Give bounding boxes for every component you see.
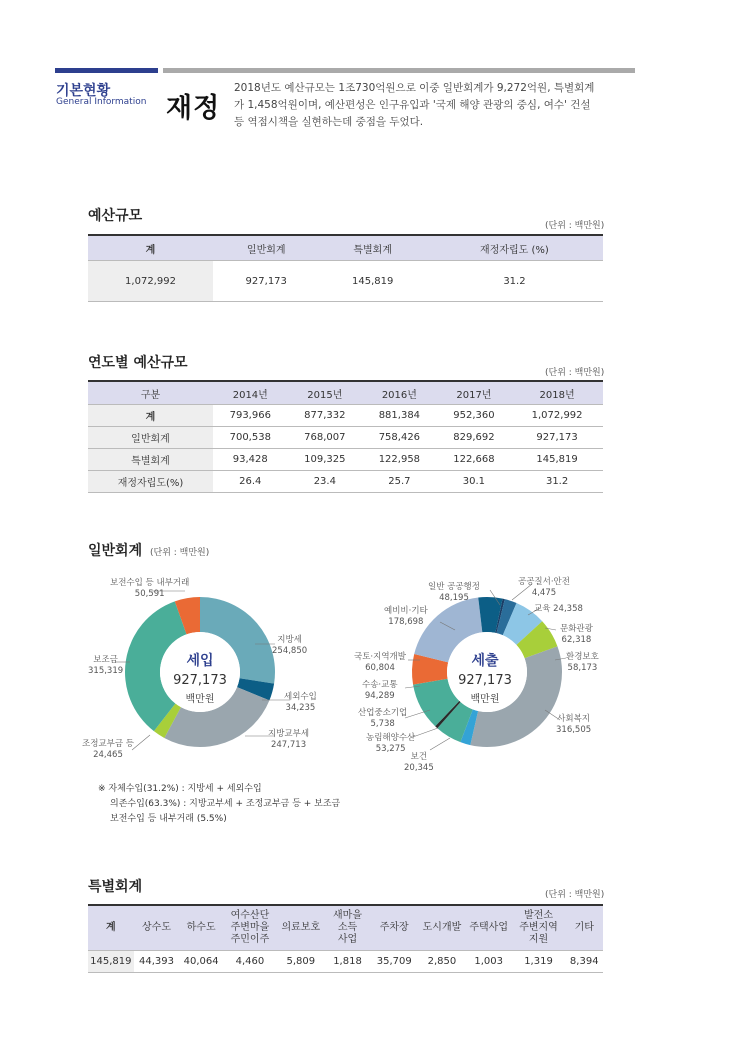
- revenue-donut: [125, 597, 275, 747]
- yearly-header: 2017년: [437, 381, 512, 405]
- special-header: 도시개발: [418, 905, 466, 951]
- rev-label-subsidy: 보조금 315,319: [88, 655, 124, 676]
- revenue-center-value: 927,173: [173, 673, 227, 688]
- yearly-unit: (단위 : 백만원): [545, 368, 605, 378]
- general-unit: (단위 : 백만원): [150, 548, 210, 558]
- page-title: 재정: [166, 93, 221, 124]
- revenue-center-title: 세입: [186, 653, 214, 669]
- special-header: 기타: [566, 905, 604, 951]
- budget-general: 927,173: [213, 261, 319, 302]
- exp-label-env: 환경보호 58,173: [566, 652, 599, 673]
- row-label: 일반회계: [88, 427, 213, 449]
- category-title: 기본현황: [56, 83, 111, 99]
- leader-line: [430, 738, 450, 750]
- table-cell: 829,692: [437, 427, 512, 449]
- special-title: 특별회계: [88, 879, 143, 895]
- special-cell: 8,394: [566, 951, 604, 973]
- special-header: 의료보호: [277, 905, 325, 951]
- budget-total: 1,072,992: [88, 261, 213, 302]
- exp-label-health: 보건 20,345: [404, 752, 434, 773]
- table-cell: 700,538: [213, 427, 288, 449]
- special-cell: 1,818: [325, 951, 371, 973]
- budget-header: 재정자립도 (%): [426, 235, 603, 261]
- header-bar-blue: [55, 68, 158, 73]
- yearly-table: [88, 380, 603, 493]
- note-line: 의존수입(63.3%) : 지방교부세 + 조정교부금 등 + 보조금: [110, 799, 341, 809]
- note-line: 보전수입 등 내부거래 (5.5%): [110, 814, 227, 824]
- budget-title: 예산규모: [88, 208, 143, 224]
- header-bar-gray: [163, 68, 635, 73]
- table-row: [88, 427, 603, 449]
- special-header: 새마을 소득 사업: [325, 905, 371, 951]
- yearly-header: 2014년: [213, 381, 288, 405]
- exp-label-safety: 공공질서·안전 4,475: [518, 577, 570, 598]
- budget-special: 145,819: [319, 261, 425, 302]
- rev-label-nontax: 세외수입 34,235: [284, 692, 317, 713]
- budget-header: 특별회계: [319, 235, 425, 261]
- note-line: ※ 자체수입(31.2%) : 지방세 + 세외수입: [98, 784, 262, 794]
- expenditure-donut: [412, 597, 562, 747]
- special-cell: 44,393: [134, 951, 180, 973]
- rev-label-grant: 지방교부세 247,713: [268, 729, 310, 750]
- table-cell: 30.1: [437, 471, 512, 493]
- expenditure-center-title: 세출: [471, 653, 499, 669]
- exp-label-transport: 수송·교통 94,289: [362, 680, 398, 701]
- special-unit: (단위 : 백만원): [545, 890, 605, 900]
- table-cell: 881,384: [362, 405, 437, 427]
- special-header: 발전소 주변지역 지원: [512, 905, 566, 951]
- special-cell: 5,809: [277, 951, 325, 973]
- table-row: [88, 471, 603, 493]
- exp-label-admin: 일반 공공행정 48,195: [428, 582, 480, 603]
- table-row: [88, 405, 603, 427]
- table-cell: 122,668: [437, 449, 512, 471]
- table-cell: 877,332: [288, 405, 363, 427]
- table-cell: 23.4: [288, 471, 363, 493]
- table-cell: 927,173: [511, 427, 603, 449]
- table-cell: 793,966: [213, 405, 288, 427]
- table-cell: 31.2: [511, 471, 603, 493]
- special-header: 계: [88, 905, 134, 951]
- notes: [98, 782, 340, 827]
- budget-table: [88, 234, 603, 302]
- rev-label-adjust: 조정교부금 등 24,465: [82, 739, 134, 760]
- special-cell: 145,819: [88, 951, 134, 973]
- budget-header: 일반회계: [213, 235, 319, 261]
- table-cell: 93,428: [213, 449, 288, 471]
- row-label: 계: [88, 405, 213, 427]
- special-header: 하수도: [179, 905, 223, 951]
- special-cell: 4,460: [223, 951, 277, 973]
- special-table: [88, 904, 603, 973]
- intro-text: 2018년도 예산규모는 1조730억원으로 이중 일반회계가 9,272억원, 특별회계가 1,458억원이며, 예산편성은 인구유입과 '국제 해양 관광의 중심, 여수' 건설 등 역점시책을 실현하는데 중점을 두었다.: [234, 82, 595, 128]
- special-cell: 1,003: [466, 951, 512, 973]
- row-label: 특별회계: [88, 449, 213, 471]
- table-cell: 109,325: [288, 449, 363, 471]
- table-cell: 768,007: [288, 427, 363, 449]
- table-cell: 145,819: [511, 449, 603, 471]
- yearly-title: 연도별 예산규모: [88, 355, 188, 371]
- exp-label-reserve: 예비비·기타 178,698: [384, 606, 428, 627]
- budget-ratio: 31.2: [426, 261, 603, 302]
- special-cell: 1,319: [512, 951, 566, 973]
- general-title: 일반회계: [88, 543, 143, 559]
- exp-label-education: 교육 24,358: [534, 604, 583, 614]
- table-cell: 26.4: [213, 471, 288, 493]
- special-cell: 2,850: [418, 951, 466, 973]
- exp-label-agri: 농림해양수산 53,275: [366, 733, 416, 754]
- special-header: 주택사업: [466, 905, 512, 951]
- expenditure-center-value: 927,173: [458, 673, 512, 688]
- special-cell: 40,064: [179, 951, 223, 973]
- exp-label-industry: 산업중소기업 5,738: [358, 708, 408, 729]
- table-cell: 1,072,992: [511, 405, 603, 427]
- table-cell: 122,958: [362, 449, 437, 471]
- budget-header: 계: [88, 235, 213, 261]
- exp-label-welfare: 사회복지 316,505: [556, 714, 592, 735]
- yearly-header: 2016년: [362, 381, 437, 405]
- revenue-center-unit: 백만원: [185, 694, 215, 705]
- yearly-header: 구분: [88, 381, 213, 405]
- special-header: 상수도: [134, 905, 180, 951]
- special-header: 주차장: [370, 905, 418, 951]
- rev-label-localtax: 지방세 254,850: [272, 635, 308, 656]
- table-row: [88, 951, 603, 973]
- table-cell: 952,360: [437, 405, 512, 427]
- row-label: 재정자립도(%): [88, 471, 213, 493]
- leader-line: [132, 735, 150, 750]
- exp-label-culture: 문화관광 62,318: [560, 624, 593, 645]
- yearly-header: 2018년: [511, 381, 603, 405]
- expenditure-center-unit: 백만원: [470, 694, 500, 705]
- yearly-header: 2015년: [288, 381, 363, 405]
- budget-unit: (단위 : 백만원): [545, 221, 605, 231]
- exp-label-regional: 국토·지역개발 60,804: [354, 652, 406, 673]
- rev-label-internal: 보전수입 등 내부거래 50,591: [110, 578, 190, 599]
- special-header: 여수산단 주변마을 주민이주: [223, 905, 277, 951]
- category-subtitle: General Information: [56, 97, 147, 107]
- table-cell: 25.7: [362, 471, 437, 493]
- special-cell: 35,709: [370, 951, 418, 973]
- table-cell: 758,426: [362, 427, 437, 449]
- table-row: [88, 449, 603, 471]
